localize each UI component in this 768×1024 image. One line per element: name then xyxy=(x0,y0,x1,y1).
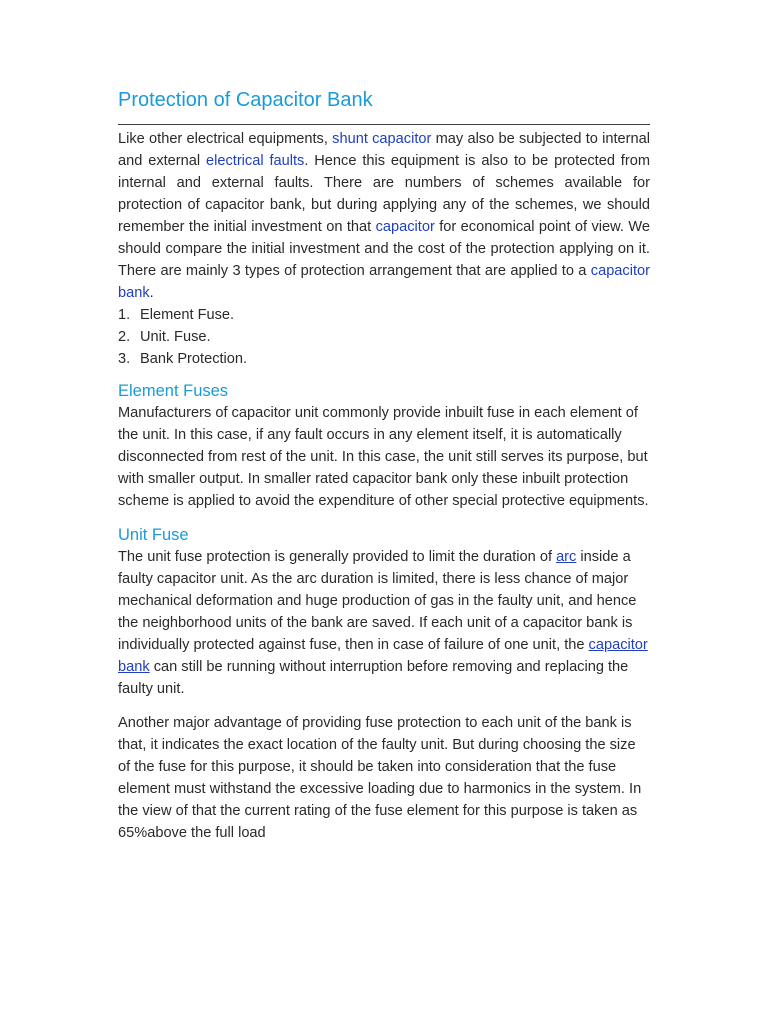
article xyxy=(118,84,650,844)
fuse-advantage-paragraph: Another major advantage of providing fuse protection to each unit of the bank is that, it indicates the exact location of the faulty unit. But during choosing the size of the fuse for this purpose, it should be taken into consideration that the fuse element must withstand the excessive loading due to harmonics in the system. In the view of that the current rating of the fuse element for this purpose is taken as 65%above the full load xyxy=(118,715,642,841)
unit-fuse-paragraph xyxy=(118,546,650,700)
capacitor-link[interactable]: capacitor xyxy=(375,219,435,235)
list-number: 1. xyxy=(118,307,131,323)
page-title: Protection of Capacitor Bank xyxy=(118,89,373,111)
unit-fuse-section xyxy=(118,524,650,700)
list-text: Unit. Fuse. xyxy=(140,329,211,345)
unit-fuse-text-3: can still be running without interruption before removing and replacing the faulty unit. xyxy=(118,659,629,697)
list-item xyxy=(118,304,650,326)
list-text: Element Fuse. xyxy=(140,307,235,323)
intro-text-3: . Hence this equipment is also to be protected from internal and external faults. There are numbers of schemes available for protection of capacitor bank, but during applying any of the schemes, we should remember the initial investment on that xyxy=(118,153,650,235)
unit-fuse-heading: Unit Fuse xyxy=(118,526,189,544)
electrical-faults-link[interactable]: electrical faults xyxy=(206,153,305,169)
list-item xyxy=(118,348,650,370)
element-fuses-paragraph: Manufacturers of capacitor unit commonly provide inbuilt fuse in each element of the unit. In this case, if any fault occurs in any element itself, it is automatically disconnected from rest of the unit. In this case, the unit still serves its purpose, but with smaller output. In smaller rated capacitor bank only these inbuilt protection scheme is applied to avoid the expenditure of other special protective equipments. xyxy=(118,405,649,509)
element-fuses-heading: Element Fuses xyxy=(118,382,229,400)
intro-paragraph xyxy=(118,128,650,304)
fuse-advantage-section xyxy=(118,712,650,844)
list-number: 2. xyxy=(118,329,131,345)
unit-fuse-text-2: inside a faulty capacitor unit. As the arc duration is limited, there is less chance of major mechanical deformation and huge production of gas in the faulty unit, and hence the neighborhood units of the bank are saved. If each unit of a capacitor bank is individually protected against fuse, then in case of failure of one unit, the xyxy=(118,549,637,653)
capacitor-bank-link[interactable]: capacitor bank xyxy=(118,263,650,301)
intro-text-5: . xyxy=(149,285,154,301)
list-number: 3. xyxy=(118,351,131,367)
protection-types-list xyxy=(118,304,650,370)
shunt-capacitor-link[interactable]: shunt capacitor xyxy=(332,131,432,147)
list-text: Bank Protection. xyxy=(140,351,248,367)
intro-text-2: may also be subjected to internal and external xyxy=(118,131,650,169)
unit-fuse-text-1: The unit fuse protection is generally provided to limit the duration of xyxy=(118,549,557,565)
title-divider xyxy=(118,124,650,125)
arc-link[interactable]: arc xyxy=(556,549,577,565)
list-item xyxy=(118,326,650,348)
intro-text-4: for economical point of view. We should compare the initial investment and the cost of the protection applying on it. There are mainly 3 types of protection arrangement that are applied to a xyxy=(118,219,650,279)
capacitor-bank-link-2[interactable]: capacitor bank xyxy=(118,637,648,675)
element-fuses-section xyxy=(118,380,650,512)
intro-text-1: Like other electrical equipments, xyxy=(118,131,333,147)
